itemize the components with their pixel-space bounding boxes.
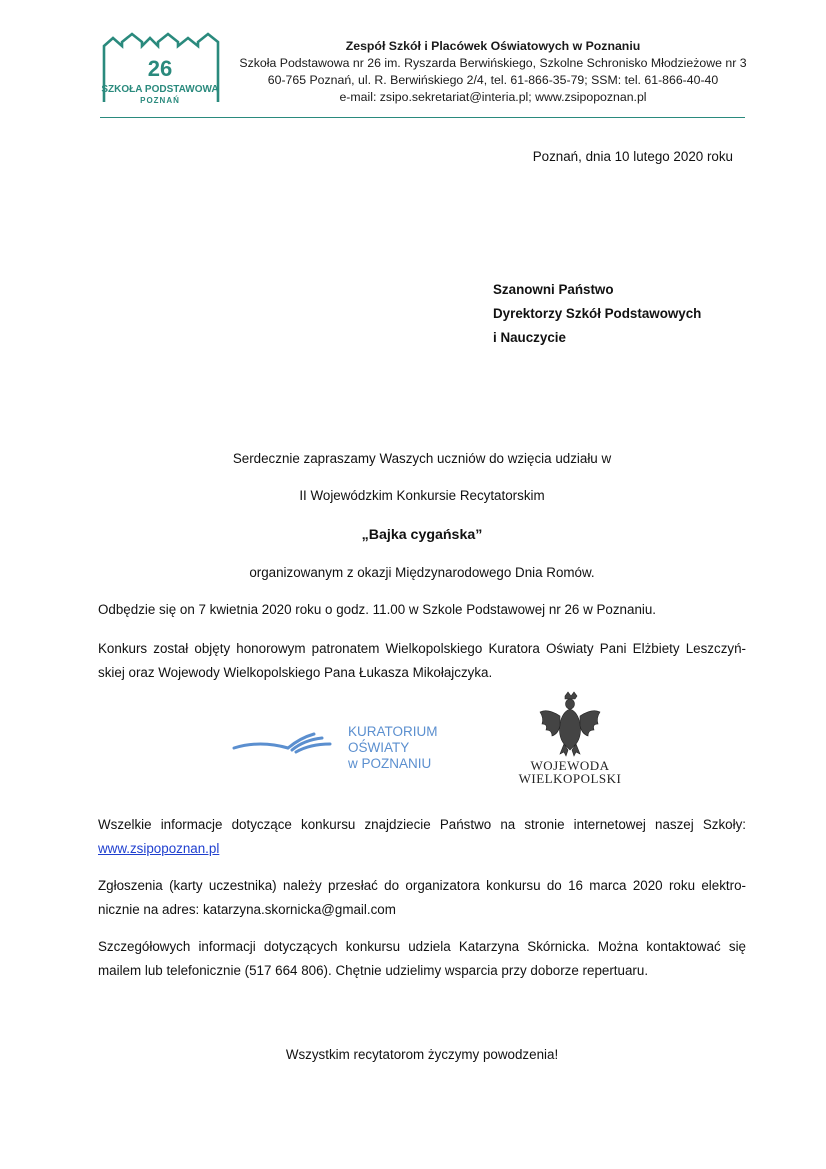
school-website-link[interactable]: www.zsipopoznan.pl xyxy=(98,841,220,856)
addressee-line-3: i Nauczycie xyxy=(493,330,566,345)
registration-text: Zgłoszenia (karty uczestnika) należy przesłać do organizatora konkursu do 16 marca 2020 roku elektro-nicznie na adres: katarzyna.skornicka@gmail.com xyxy=(98,878,746,917)
patronage-text: Konkurs został objęty honorowym patronatem Wielkopolskiego Kuratora Oświaty Pani Elżbiety Leszczyń-skiej oraz Wojewody Wielkopolskiego Pana Łukasza Mikołajczyka. xyxy=(98,641,746,680)
closing-text: Wszystkim recytatorom życzymy powodzenia! xyxy=(285,1047,559,1062)
info-text: Wszelkie informacje dotyczące konkursu znajdziecie Państwo na stronie internetowej naszej Szkoły: xyxy=(98,817,746,832)
contest-name: II Wojewódzkim Konkursie Recytatorskim xyxy=(299,488,545,503)
school-logo-number: 26 xyxy=(147,56,173,81)
kuratorium-logo xyxy=(230,718,460,778)
kuratorium-line-3: w POZNANIU xyxy=(348,756,432,771)
occasion-text: organizowanym z okazji Międzynarodowego Dnia Romów. xyxy=(249,565,595,580)
kuratorium-line-2: OŚWIATY xyxy=(348,740,410,755)
wojewoda-logo xyxy=(510,690,630,785)
letter-date: Poznań, dnia 10 lutego 2020 roku xyxy=(532,149,733,164)
header-title: Zespół Szkół i Placówek Oświatowych w Poznaniu xyxy=(345,39,641,53)
school-logo-line2: POZNAŃ xyxy=(140,96,180,105)
invite-text: Serdecznie zapraszamy Waszych uczniów do wzięcia udziału w xyxy=(232,451,612,466)
contest-title: „Bajka cygańska” xyxy=(361,527,483,543)
wojewoda-line-1: WOJEWODA xyxy=(530,758,610,773)
addressee-line-2: Dyrektorzy Szkół Podstawowych xyxy=(493,306,702,321)
addressee-line-1: Szanowni Państwo xyxy=(493,282,614,297)
school-logo-line1: SZKOŁA PODSTAWOWA xyxy=(101,84,219,95)
header-line-2: 60-765 Poznań, ul. R. Berwińskiego 2/4, tel. 61-866-35-79; SSM: tel. 61-866-40-40 xyxy=(267,73,719,87)
when-text: Odbędzie się on 7 kwietnia 2020 roku o godz. 11.00 w Szkole Podstawowej nr 26 w Poznaniu. xyxy=(98,602,657,617)
kuratorium-line-1: KURATORIUM xyxy=(348,724,438,739)
header-line-1: Szkoła Podstawowa nr 26 im. Ryszarda Berwińskiego, Szkolne Schronisko Młodzieżowe nr 3 xyxy=(239,56,747,70)
school-logo xyxy=(100,32,222,106)
header-divider xyxy=(100,117,745,118)
header-line-3: e-mail: zsipo.sekretariat@interia.pl; www.zsipopoznan.pl xyxy=(339,90,647,104)
details-text: Szczegółowych informacji dotyczących konkursu udziela Katarzyna Skórnicka. Można kontaktować się mailem lub telefonicznie (517 664 806). Chętnie udzielimy wsparcia przy doborze repertuaru. xyxy=(98,939,746,978)
eagle-emblem-icon xyxy=(540,692,600,756)
wojewoda-line-2: WIELKOPOLSKI xyxy=(518,771,622,785)
